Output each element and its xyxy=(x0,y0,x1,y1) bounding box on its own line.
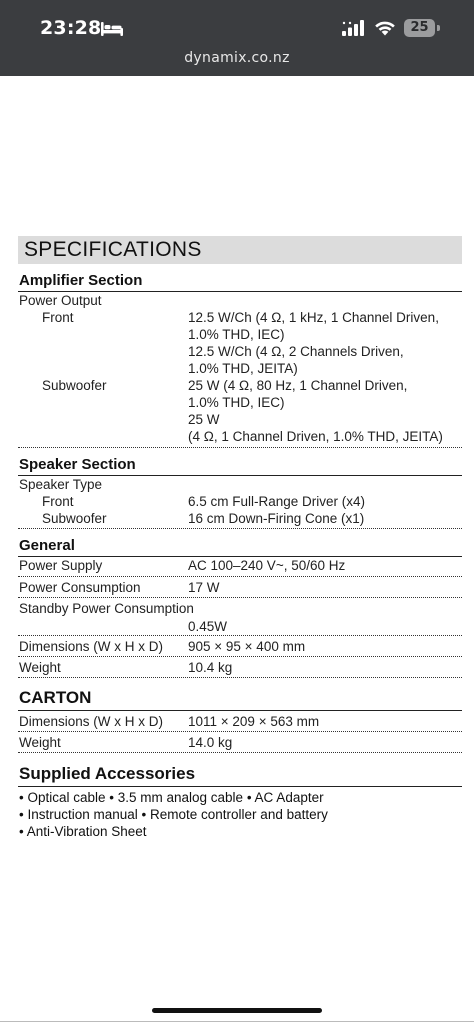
front-output-label: Front xyxy=(42,310,74,325)
carton-dimensions-label: Dimensions (W x H x D) xyxy=(19,714,164,729)
subwoofer-output-line: 1.0% THD, IEC) xyxy=(188,395,285,410)
status-time: 23:28 xyxy=(40,17,102,39)
front-output-line: 1.0% THD, JEITA) xyxy=(188,361,298,376)
subwoofer-output-line: 25 W xyxy=(188,412,220,427)
battery-icon xyxy=(404,19,440,37)
subwoofer-output-line: (4 Ω, 1 Channel Driven, 1.0% THD, JEITA) xyxy=(188,429,443,444)
carton-weight-label: Weight xyxy=(19,735,61,750)
accessories-section-title: Supplied Accessories xyxy=(18,763,462,787)
carton-dimensions-row xyxy=(18,711,462,732)
speaker-front-row xyxy=(18,493,462,510)
browser-top-bar xyxy=(0,0,474,76)
accessories-line: • Instruction manual • Remote controller and battery xyxy=(19,807,328,822)
general-section-title: General xyxy=(18,536,462,557)
power-supply-row xyxy=(18,557,462,577)
speaker-type-label: Speaker Type xyxy=(19,477,103,492)
power-output-row xyxy=(18,292,462,309)
front-output-row xyxy=(18,309,462,377)
power-supply-label: Power Supply xyxy=(19,558,103,573)
power-consumption-value: 17 W xyxy=(188,580,220,595)
dimensions-row xyxy=(18,636,462,657)
speaker-section-title: Speaker Section xyxy=(18,455,462,476)
address-bar-url[interactable]: dynamix.co.nz xyxy=(184,50,290,66)
power-consumption-row xyxy=(18,577,462,598)
front-output-line: 12.5 W/Ch (4 Ω, 2 Channels Driven, xyxy=(188,344,404,359)
speaker-front-value: 6.5 cm Full-Range Driver (x4) xyxy=(188,494,366,509)
dimensions-value: 905 × 95 × 400 mm xyxy=(188,639,306,654)
subwoofer-output-line: 25 W (4 Ω, 80 Hz, 1 Channel Driven, xyxy=(188,378,408,393)
speaker-subwoofer-row xyxy=(18,510,462,529)
subwoofer-output-value xyxy=(188,377,443,445)
speaker-subwoofer-value: 16 cm Down-Firing Cone (x1) xyxy=(188,511,365,526)
front-output-line: 1.0% THD, IEC) xyxy=(188,327,285,342)
carton-weight-value: 14.0 kg xyxy=(188,735,233,750)
carton-section-title: CARTON xyxy=(18,687,462,711)
power-supply-value: AC 100–240 V~, 50/60 Hz xyxy=(188,558,346,573)
carton-dimensions-value: 1011 × 209 × 563 mm xyxy=(188,714,320,729)
accessories-line: • Optical cable • 3.5 mm analog cable • AC Adapter xyxy=(19,790,324,805)
subwoofer-output-label: Subwoofer xyxy=(42,378,107,393)
power-output-label: Power Output xyxy=(19,293,102,308)
status-icons xyxy=(342,17,440,39)
weight-value: 10.4 kg xyxy=(188,660,233,675)
speaker-subwoofer-label: Subwoofer xyxy=(42,511,107,526)
standby-power-value: 0.45W xyxy=(188,619,228,634)
dimensions-label: Dimensions (W x H x D) xyxy=(19,639,164,654)
speaker-type-row xyxy=(18,476,462,493)
home-indicator[interactable] xyxy=(152,1008,322,1013)
weight-label: Weight xyxy=(19,660,61,675)
wifi-icon xyxy=(374,20,396,36)
signal-icon xyxy=(342,20,366,36)
front-output-value xyxy=(188,309,439,377)
amplifier-section-title: Amplifier Section xyxy=(18,272,462,292)
speaker-front-label: Front xyxy=(42,494,74,509)
specifications-title: SPECIFICATIONS xyxy=(24,238,202,261)
subwoofer-output-row xyxy=(18,377,462,448)
carton-weight-row xyxy=(18,732,462,753)
bed-icon xyxy=(101,22,123,36)
accessories-list xyxy=(18,787,462,840)
weight-row xyxy=(18,657,462,678)
front-output-line: 12.5 W/Ch (4 Ω, 1 kHz, 1 Channel Driven, xyxy=(188,310,439,325)
accessories-line: • Anti-Vibration Sheet xyxy=(19,824,147,839)
specifications-document xyxy=(18,236,462,840)
bottom-divider xyxy=(0,1021,474,1022)
battery-level: 25 xyxy=(410,20,429,35)
standby-power-row xyxy=(18,598,462,636)
standby-power-label: Standby Power Consumption xyxy=(19,601,194,616)
power-consumption-label: Power Consumption xyxy=(19,580,141,595)
specifications-heading-bar xyxy=(18,236,462,264)
